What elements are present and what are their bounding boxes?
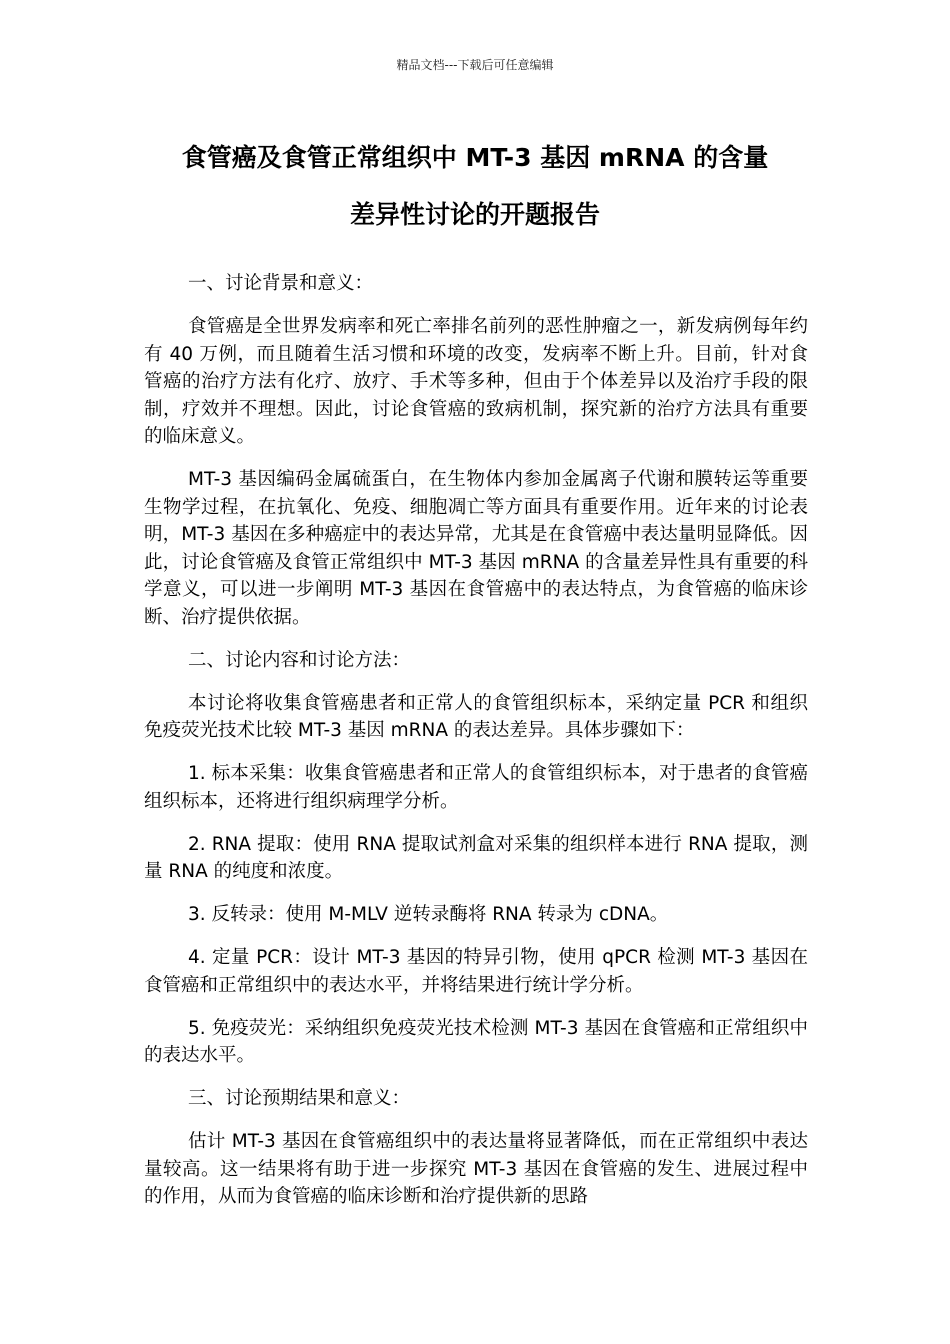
step-rna-extraction: 2. RNA 提取：使用 RNA 提取试剂盒对采集的组织样本进行 RNA 提取，测量 RNA 的纯度和浓度。 <box>144 833 808 882</box>
step-reverse-transcription: 3. 反转录：使用 M-MLV 逆转录酶将 RNA 转录为 cDNA。 <box>188 904 669 925</box>
section-heading-background: 一、讨论背景和意义： <box>188 273 374 294</box>
document-body <box>144 270 808 1226</box>
paragraph-expected-results: 估计 MT-3 基因在食管癌组织中的表达量将显著降低，而在正常组织中表达量较高。这一结果将有助于进一步探究 MT-3 基因在食管癌的发生、进展过程中的作用，从而为食管癌的临床诊断和治疗提供新的思路 <box>144 1131 808 1207</box>
document-title-line-2: 差异性讨论的开题报告 <box>349 200 600 229</box>
section-heading-expected-results: 三、讨论预期结果和意义： <box>188 1088 411 1109</box>
paragraph-background-1: 食管癌是全世界发病率和死亡率排名前列的恶性肿瘤之一，新发病例每年约有 40 万例，而且随着生活习惯和环境的改变，发病率不断上升。目前，针对食管癌的治疗方法有化疗、放疗、手术等多种，但由于个体差异以及治疗手段的限制，疗效并不理想。因此，讨论食管癌的致病机制，探究新的治疗方法具有重要的临床意义。 <box>144 316 808 447</box>
paragraph-background-2: MT-3 基因编码金属硫蛋白，在生物体内参加金属离子代谢和膜转运等重要生物学过程，在抗氧化、免疫、细胞凋亡等方面具有重要作用。近年来的讨论表明，MT-3 基因在多种癌症中的表达异常，尤其是在食管癌中表达量明显降低。因此，讨论食管癌及食管正常组织中 MT-3 基因 mRNA 的含量差异性具有重要的科学意义，可以进一步阐明 MT-3 基因在食管癌中的表达特点，为食管癌的临床诊断、治疗提供依据。 <box>144 469 808 628</box>
step-quantitative-pcr: 4. 定量 PCR：设计 MT-3 基因的特异引物，使用 qPCR 检测 MT-3 基因在食管癌和正常组织中的表达水平，并将结果进行统计学分析。 <box>144 947 808 996</box>
header-note: 精品文档---下载后可任意编辑 <box>396 58 554 72</box>
section-heading-methods: 二、讨论内容和讨论方法： <box>188 649 411 671</box>
paragraph-methods-intro: 本讨论将收集食管癌患者和正常人的食管组织标本，采纳定量 PCR 和组织免疫荧光技术比较 MT-3 基因 mRNA 的表达差异。具体步骤如下： <box>144 692 808 741</box>
step-immunofluorescence: 5. 免疫荧光：采纳组织免疫荧光技术检测 MT-3 基因在食管癌和正常组织中的表达水平。 <box>144 1017 808 1066</box>
step-sample-collection: 1. 标本采集：收集食管癌患者和正常人的食管组织标本，对于患者的食管癌组织标本，还将进行组织病理学分析。 <box>144 763 808 812</box>
document-title-line-1: 食管癌及食管正常组织中 MT-3 基因 mRNA 的含量 <box>181 143 769 172</box>
